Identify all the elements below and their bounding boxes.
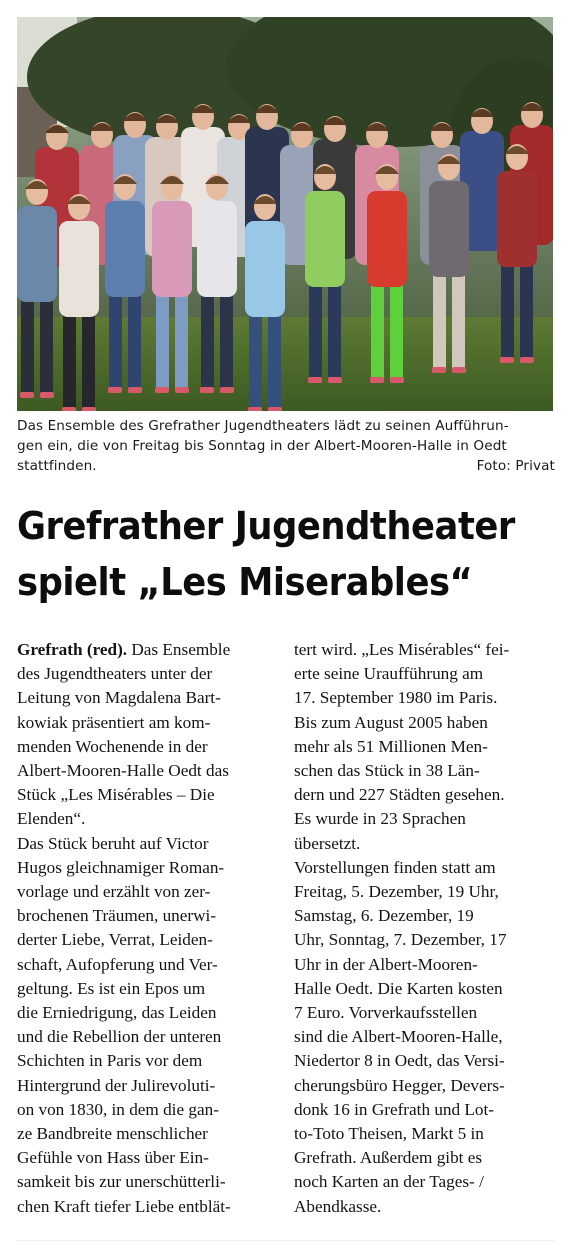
- article-line: 17. September 1980 im Paris.: [294, 688, 498, 708]
- person-shoe: [200, 387, 214, 393]
- article-line: Albert-Mooren-Halle Oedt das: [17, 761, 229, 781]
- person-leg: [201, 291, 214, 391]
- ensemble-photo-graphic: [17, 17, 553, 411]
- person-leg: [156, 291, 169, 391]
- article-line: menden Wochenende in der: [17, 736, 208, 756]
- person-leg: [371, 281, 384, 381]
- person-shoe: [40, 392, 54, 398]
- person-leg: [328, 281, 341, 381]
- dateline: Grefrath (red).: [17, 640, 128, 659]
- headline-line: Grefrather Jugendtheater: [17, 504, 515, 548]
- person-torso: [429, 181, 469, 277]
- article-line: Es wurde in 23 Sprachen: [294, 809, 466, 829]
- article-line: Bis zum August 2005 haben: [294, 712, 488, 732]
- person-torso: [152, 201, 192, 297]
- person-shoe: [432, 367, 446, 373]
- article-line: Leitung von Magdalena Bart-: [17, 688, 221, 708]
- person-shoe: [220, 387, 234, 393]
- person-leg: [433, 271, 446, 371]
- person-shoe: [500, 357, 514, 363]
- article-line: des Jugendtheaters unter der: [17, 664, 213, 684]
- article-line: mehr als 51 Millionen Men-: [294, 736, 488, 756]
- article-line: 7 Euro. Vorverkaufsstellen: [294, 1003, 478, 1023]
- person-torso: [367, 191, 407, 287]
- article-line: ze Bandbreite menschlicher: [17, 1124, 208, 1144]
- person-leg: [452, 271, 465, 371]
- person-shoe: [155, 387, 169, 393]
- photo-credit: Foto: Privat: [476, 458, 555, 474]
- article-line: Halle Oedt. Die Karten kosten: [294, 978, 503, 998]
- article-line: Vorstellungen finden statt am: [294, 857, 496, 877]
- person-shoe: [82, 407, 96, 411]
- caption-line: Das Ensemble des Grefrather Jugendtheaters lädt zu seinen Aufführun-: [17, 418, 509, 434]
- article-line: übersetzt.: [294, 833, 361, 853]
- person-shoe: [308, 377, 322, 383]
- article-column-left: [17, 638, 282, 1219]
- photo-caption: [17, 416, 555, 476]
- person-shoe: [20, 392, 34, 398]
- person-shoe: [390, 377, 404, 383]
- headline-line: spielt „Les Miserables“: [17, 560, 473, 604]
- person-leg: [82, 311, 95, 411]
- person-leg: [501, 261, 514, 361]
- person-shoe: [128, 387, 142, 393]
- article-line: schaft, Aufopferung und Ver-: [17, 954, 218, 974]
- person-leg: [390, 281, 403, 381]
- person-shoe: [452, 367, 466, 373]
- bottom-rule: [17, 1240, 555, 1241]
- person-leg: [220, 291, 233, 391]
- article-line: Gefühle von Hass über Ein-: [17, 1148, 209, 1168]
- article-line: Samstag, 6. Dezember, 19: [294, 906, 474, 926]
- article-line: Freitag, 5. Dezember, 19 Uhr,: [294, 882, 499, 902]
- caption-line: gen ein, die von Freitag bis Sonntag in der Albert-Mooren-Halle in Oedt: [17, 438, 507, 454]
- article-line: erte seine Uraufführung am: [294, 664, 484, 684]
- person-leg: [175, 291, 188, 391]
- person-shoe: [175, 387, 189, 393]
- article-line: Hintergrund der Julirevoluti-: [17, 1075, 216, 1095]
- article-line: donk 16 in Grefrath und Lot-: [294, 1099, 494, 1119]
- article-text: Das Ensemble: [127, 640, 231, 659]
- article-line: Hugos gleichnamiger Roman-: [17, 857, 225, 877]
- article-line: vorlage und erzählt von zer-: [17, 882, 211, 902]
- article-line: Uhr in der Albert-Mooren-: [294, 954, 478, 974]
- article-line: geltung. Es ist ein Epos um: [17, 978, 206, 998]
- article-line: sind die Albert-Mooren-Halle,: [294, 1027, 503, 1047]
- person-leg: [309, 281, 322, 381]
- article-line: Schichten in Paris vor dem: [17, 1051, 203, 1071]
- article-line: die Erniedrigung, das Leiden: [17, 1003, 217, 1023]
- article-line: schen das Stück in 38 Län-: [294, 761, 480, 781]
- person-shoe: [520, 357, 534, 363]
- article-line: brochenen Träumen, unerwi-: [17, 906, 217, 926]
- person-shoe: [108, 387, 122, 393]
- person-leg: [268, 311, 281, 411]
- person-shoe: [248, 407, 262, 411]
- article-line: derter Liebe, Verrat, Leiden-: [17, 930, 213, 950]
- person-leg: [520, 261, 533, 361]
- person-torso: [105, 201, 145, 297]
- caption-line-with-credit: [17, 456, 555, 476]
- person-leg: [63, 311, 76, 411]
- person-torso: [197, 201, 237, 297]
- person-torso: [17, 206, 57, 302]
- article-line: to-Toto Theisen, Markt 5 in: [294, 1124, 484, 1144]
- article-line: kowiak präsentiert am kom-: [17, 712, 211, 732]
- article-line: Grefrath. Außerdem gibt es: [294, 1148, 483, 1168]
- person-torso: [497, 171, 537, 267]
- article-line: Elenden“.: [17, 809, 86, 829]
- article-line: Niedertor 8 in Oedt, das Versi-: [294, 1051, 505, 1071]
- person-torso: [59, 221, 99, 317]
- person-leg: [249, 311, 262, 411]
- ensemble-photo: [17, 17, 553, 411]
- person-torso: [305, 191, 345, 287]
- article-line: [17, 638, 282, 662]
- person-shoe: [328, 377, 342, 383]
- article-line: chen Kraft tiefer Liebe entblät-: [17, 1196, 231, 1216]
- article-line: Uhr, Sonntag, 7. Dezember, 17: [294, 930, 507, 950]
- article-line: Stück „Les Misérables – Die: [17, 785, 215, 805]
- article-line: tert wird. „Les Misérables“ fei-: [294, 640, 510, 659]
- article-line: Abendkasse.: [294, 1196, 382, 1216]
- article-line: noch Karten an der Tages- /: [294, 1172, 484, 1192]
- article-line: Das Stück beruht auf Victor: [17, 833, 209, 853]
- article-line: und die Rebellion der unteren: [17, 1027, 222, 1047]
- article-column-right: [294, 638, 556, 1219]
- article-headline: [17, 498, 519, 610]
- person-leg: [109, 291, 122, 391]
- article-line: samkeit bis zur unerschütterli-: [17, 1172, 226, 1192]
- person-shoe: [268, 407, 282, 411]
- person-torso: [245, 221, 285, 317]
- article-line: on von 1830, in dem die gan-: [17, 1099, 219, 1119]
- article-line: cherungsbüro Hegger, Devers-: [294, 1075, 505, 1095]
- person-shoe: [370, 377, 384, 383]
- article-line: dern und 227 Städten gesehen.: [294, 785, 505, 805]
- person-shoe: [62, 407, 76, 411]
- person-leg: [21, 296, 34, 396]
- person-leg: [128, 291, 141, 391]
- caption-line: stattfinden.: [17, 458, 97, 474]
- person-leg: [40, 296, 53, 396]
